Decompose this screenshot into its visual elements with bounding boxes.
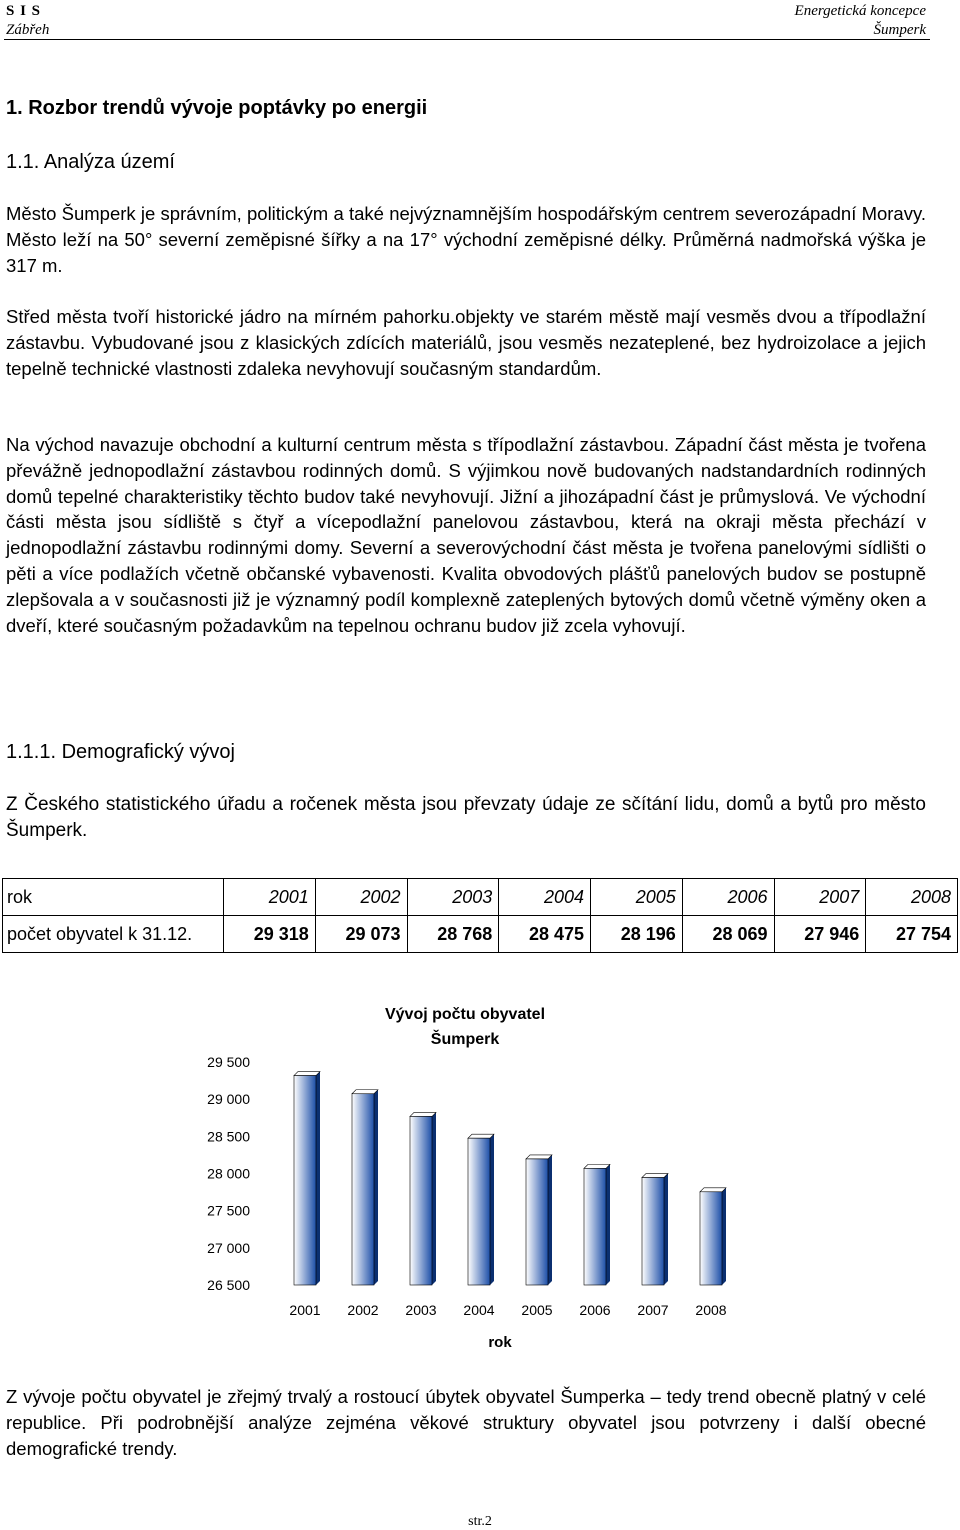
- bar-top: [700, 1188, 726, 1192]
- bar-side: [722, 1188, 726, 1285]
- section-1-1-1-heading: 1.1.1. Demografický vývoj: [6, 741, 235, 763]
- x-tick-label: 2001: [289, 1302, 321, 1318]
- table-cell-population: 29 318: [224, 916, 316, 953]
- header-rule: [4, 39, 930, 40]
- bar-top: [294, 1072, 320, 1076]
- population-chart: [180, 1040, 740, 1360]
- y-tick-label: 29 000: [207, 1091, 250, 1108]
- table-cell-year: 2004: [499, 879, 591, 916]
- bar: [526, 1159, 548, 1285]
- y-tick-label: 28 500: [207, 1128, 250, 1145]
- bar-top: [352, 1090, 378, 1094]
- paragraph-location: Město Šumperk je správním, politickým a také nejvýznamnějším hospodářským centrem severozápadní Moravy. Město leží na 50° severní zeměpisné šířky a na 17° východní zeměpisné délky. Průměrná nadmořská výška je 317 m.: [6, 203, 926, 276]
- table-cell-population: 28 768: [407, 916, 499, 953]
- bar-side: [548, 1155, 552, 1285]
- y-tick-label: 29 500: [207, 1054, 250, 1070]
- table-cell-population: 29 073: [315, 916, 407, 953]
- table-cell-population: 28 196: [591, 916, 683, 953]
- bar: [642, 1178, 664, 1285]
- table-cell-population: 28 069: [682, 916, 774, 953]
- x-axis-title: rok: [488, 1334, 512, 1351]
- bar-side: [664, 1174, 668, 1285]
- bar-top: [584, 1164, 610, 1168]
- page-number: str.2: [468, 1514, 492, 1529]
- table-cell-year: 2008: [866, 879, 958, 916]
- header-right: [795, 2, 926, 40]
- x-tick-label: 2007: [637, 1302, 669, 1318]
- y-tick-label: 28 000: [207, 1165, 250, 1182]
- bar: [410, 1116, 432, 1285]
- paragraph-city-parts: Na východ navazuje obchodní a kulturní centrum města s třípodlažní zástavbou. Západní část města je tvořena převážně jednopodlažní zástavbou rodinných domů. S výjimkou nově budovaných nadstandardních rodinných domů tepelné charakteristiky těchto budov také nevyhovují. Jižní a jihozápadní část je průmyslová. Ve východní části města jsou sídliště s čtyř a vícepodlažní panelovou zástavbou, která na okraji města přechází v jednopodlažní zástavbu rodinnými domy. Severní a severovýchodní část města je tvořena panelovými sídlišti o pěti a více podlažích včetně občanské vybavenosti. Kvalita obvodových plášťů panelových budov se postupně zlepšovala a v současnosti již je významný podíl komplexně zateplených bytových domů včetně výměny oken a dveří, které současným požadavkům na tepelnou ochranu budov již zcela vyhovují.: [6, 434, 926, 636]
- page-header: [0, 0, 960, 40]
- y-tick-label: 27 000: [207, 1239, 250, 1256]
- bar-side: [374, 1090, 378, 1285]
- bar: [700, 1192, 722, 1285]
- paragraph-data-source: Z Českého statistického úřadu a ročenek města jsou převzaty údaje ze sčítání lidu, domů a bytů pro město Šumperk.: [6, 794, 926, 841]
- section-1-heading: 1. Rozbor trendů vývoje poptávky po energii: [6, 97, 428, 119]
- x-tick-label: 2003: [405, 1302, 437, 1318]
- table-row-population: [3, 916, 958, 953]
- population-table: [2, 878, 958, 953]
- table-cell-year: 2001: [224, 879, 316, 916]
- table-cell-year: 2006: [682, 879, 774, 916]
- bar-top: [642, 1174, 668, 1178]
- bar: [352, 1094, 374, 1285]
- bar-side: [490, 1134, 494, 1285]
- table-cell-year: 2007: [774, 879, 866, 916]
- y-tick-label: 27 500: [207, 1202, 250, 1219]
- header-doc-title: Energetická koncepce: [794, 3, 926, 19]
- table-cell-year: 2005: [591, 879, 683, 916]
- header-town: Zábřeh: [6, 22, 50, 38]
- bar: [294, 1076, 316, 1285]
- header-left: [6, 2, 49, 40]
- section-1-1-heading: 1.1. Analýza území: [6, 151, 175, 173]
- bar-top: [410, 1112, 436, 1116]
- table-cell-population: 28 475: [499, 916, 591, 953]
- table-cell-population: 27 754: [866, 916, 958, 953]
- bar: [468, 1138, 490, 1285]
- x-tick-label: 2006: [579, 1302, 611, 1318]
- paragraph-trend: Z vývoje počtu obyvatel je zřejmý trvalý a rostoucí úbytek obyvatel Šumperka – tedy trend obecně platný v celé republice. Při podrobnější analýze zejména věkové struktury obyvatel jsou potvrzeny i další obecné demografické trendy.: [6, 1386, 926, 1459]
- bar-side: [432, 1112, 436, 1285]
- bar: [584, 1168, 606, 1285]
- bar-top: [526, 1155, 552, 1159]
- table-row-label: rok: [3, 879, 224, 916]
- bar-side: [316, 1072, 320, 1285]
- header-org: S I S: [6, 3, 42, 19]
- table-cell-population: 27 946: [774, 916, 866, 953]
- chart-title-line-1: Vývoj počtu obyvatel: [384, 1006, 546, 1023]
- x-tick-label: 2005: [521, 1302, 553, 1318]
- x-tick-label: 2008: [695, 1302, 727, 1318]
- paragraph-historic-center: Střed města tvoří historické jádro na mírném pahorku.objekty ve starém městě mají vesměs dvou a třípodlažní zástavbu. Vybudované jsou z klasických zdících materiálů, jsou vesměs nezateplené, bez hydroizolace a jejich tepelně technické vlastnosti zdaleka nevyhovují současným standardům.: [6, 306, 926, 379]
- table-cell-year: 2002: [315, 879, 407, 916]
- x-tick-label: 2004: [463, 1302, 495, 1318]
- x-tick-label: 2002: [347, 1302, 379, 1318]
- table-cell-year: 2003: [407, 879, 499, 916]
- header-city: Šumperk: [873, 22, 926, 38]
- chart-title-line-2: Šumperk: [430, 1031, 500, 1048]
- table-row-years: [3, 879, 958, 916]
- bar-top: [468, 1134, 494, 1138]
- table-row-label: počet obyvatel k 31.12.: [3, 916, 224, 953]
- y-tick-label: 26 500: [207, 1277, 250, 1293]
- bar-side: [606, 1164, 610, 1285]
